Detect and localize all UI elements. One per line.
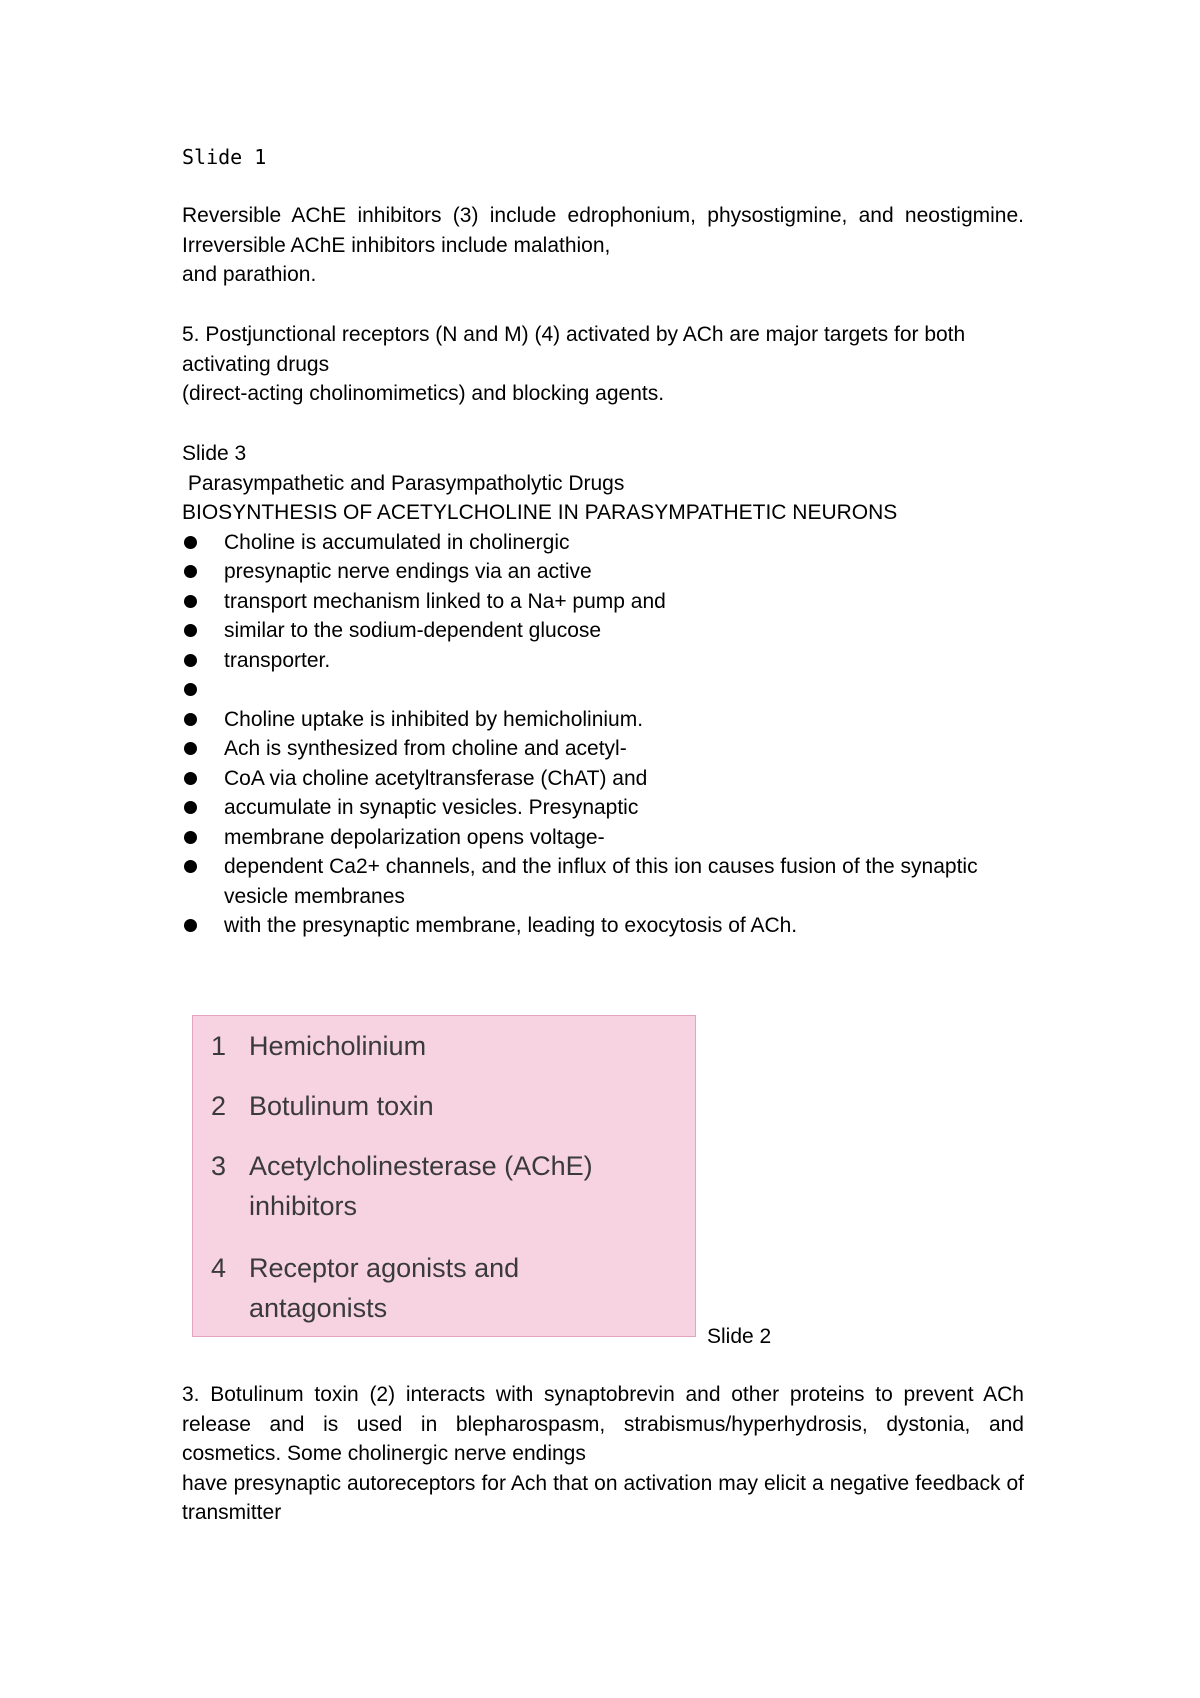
list-item xyxy=(182,587,1024,617)
slide3-subtitle: BIOSYNTHESIS OF ACETYLCHOLINE IN PARASYMPATHETIC NEURONS xyxy=(182,501,898,524)
figure-caption: Slide 2 xyxy=(707,1325,772,1348)
list-item-text: accumulate in synaptic vesicles. Presynaptic xyxy=(224,796,639,819)
figure-item-number: 4 xyxy=(211,1253,227,1283)
drug-sites-figure xyxy=(192,1015,696,1337)
figure-item xyxy=(211,1146,593,1226)
list-item xyxy=(182,852,1024,911)
list-item xyxy=(182,705,1024,735)
bullet-icon xyxy=(184,624,197,637)
slide3-title: Parasympathetic and Parasympatholytic Drugs xyxy=(182,471,625,495)
bullet-icon xyxy=(184,831,197,844)
slide3-bullet-list xyxy=(182,528,1024,941)
list-item-text: Choline is accumulated in cholinergic xyxy=(224,530,570,554)
slide2-paragraph-1: 3. Botulinum toxin (2) interacts with synaptobrevin and other proteins to prevent ACh release and is used in blepharospasm, strabismus/hyperhydrosis, dystonia, and cosmetics. Some cholinergic nerve endings xyxy=(182,1383,1024,1465)
list-item xyxy=(182,528,1024,558)
slide1-paragraph-1: Reversible AChE inhibitors (3) include edrophonium, physostigmine, and neostigmine. Irreversible AChE inhibitors include malathion, xyxy=(182,204,1024,257)
list-item xyxy=(182,793,1024,823)
bullet-icon xyxy=(184,654,197,667)
list-item xyxy=(182,911,1024,941)
list-item-text: CoA via choline acetyltransferase (ChAT) and xyxy=(224,766,648,790)
figure-item xyxy=(211,1026,426,1066)
figure-item-line: inhibitors xyxy=(249,1191,358,1221)
list-item xyxy=(182,823,1024,853)
bullet-icon xyxy=(184,919,197,932)
slide2-paragraph-2: have presynaptic autoreceptors for Ach that on activation may elicit a negative feedback of transmitter xyxy=(182,1471,1024,1524)
bullet-icon xyxy=(184,536,197,549)
slide1-paragraph-2-continued: (direct-acting cholinomimetics) and blocking agents. xyxy=(182,382,665,405)
list-item-text: presynaptic nerve endings via an active xyxy=(224,560,592,583)
slide1-heading: Slide 1 xyxy=(182,145,267,169)
slide1-section-2 xyxy=(182,320,1024,409)
figure-item-line: antagonists xyxy=(249,1293,388,1323)
figure-item-label xyxy=(249,1146,593,1226)
list-item-text: membrane depolarization opens voltage- xyxy=(224,825,605,849)
list-item-text: similar to the sodium-dependent glucose xyxy=(224,619,602,642)
figure-item xyxy=(211,1086,434,1126)
bullet-icon xyxy=(184,713,197,726)
figure-item-number: 2 xyxy=(211,1091,227,1121)
bullet-icon xyxy=(184,801,197,814)
figure-item-label xyxy=(249,1086,434,1126)
list-item-text: transport mechanism linked to a Na+ pump and xyxy=(224,589,666,613)
list-item xyxy=(182,646,1024,676)
bullet-icon xyxy=(184,565,197,578)
slide3-heading: Slide 3 xyxy=(182,442,247,465)
figure-item-label xyxy=(249,1026,426,1066)
figure-item-label xyxy=(249,1248,519,1328)
slide2-section xyxy=(182,1380,1024,1528)
list-item-text: Choline uptake is inhibited by hemicholinium. xyxy=(224,707,644,731)
figure-item-line: Acetylcholinesterase (AChE) xyxy=(249,1151,593,1181)
list-item xyxy=(182,557,1024,587)
slide1-paragraph-1-continued: and parathion. xyxy=(182,263,317,286)
figure-item-number: 3 xyxy=(211,1151,227,1181)
bullet-icon xyxy=(184,595,197,608)
figure-item-line: Botulinum toxin xyxy=(249,1091,434,1121)
list-item xyxy=(182,675,1024,705)
figure-item xyxy=(211,1248,519,1328)
slide1-section xyxy=(182,201,1024,290)
slide1-paragraph-2: 5. Postjunctional receptors (N and M) (4) activated by ACh are major targets for both activating drugs xyxy=(182,323,966,376)
figure-item-line: Receptor agonists and xyxy=(249,1253,520,1283)
list-item xyxy=(182,734,1024,764)
list-item xyxy=(182,616,1024,646)
list-item-text: with the presynaptic membrane, leading to exocytosis of ACh. xyxy=(224,914,798,937)
slide3-section xyxy=(182,439,1024,941)
bullet-icon xyxy=(184,742,197,755)
figure-item-line: Hemicholinium xyxy=(249,1031,427,1061)
list-item xyxy=(182,764,1024,794)
list-item-text: Ach is synthesized from choline and acetyl- xyxy=(224,737,627,760)
bullet-icon xyxy=(184,860,197,873)
bullet-icon xyxy=(184,683,197,696)
bullet-icon xyxy=(184,772,197,785)
figure-item-number: 1 xyxy=(211,1031,227,1061)
list-item-text: transporter. xyxy=(224,648,331,672)
list-item-text: dependent Ca2+ channels, and the influx of this ion causes fusion of the synaptic vesicle membranes xyxy=(224,855,978,908)
